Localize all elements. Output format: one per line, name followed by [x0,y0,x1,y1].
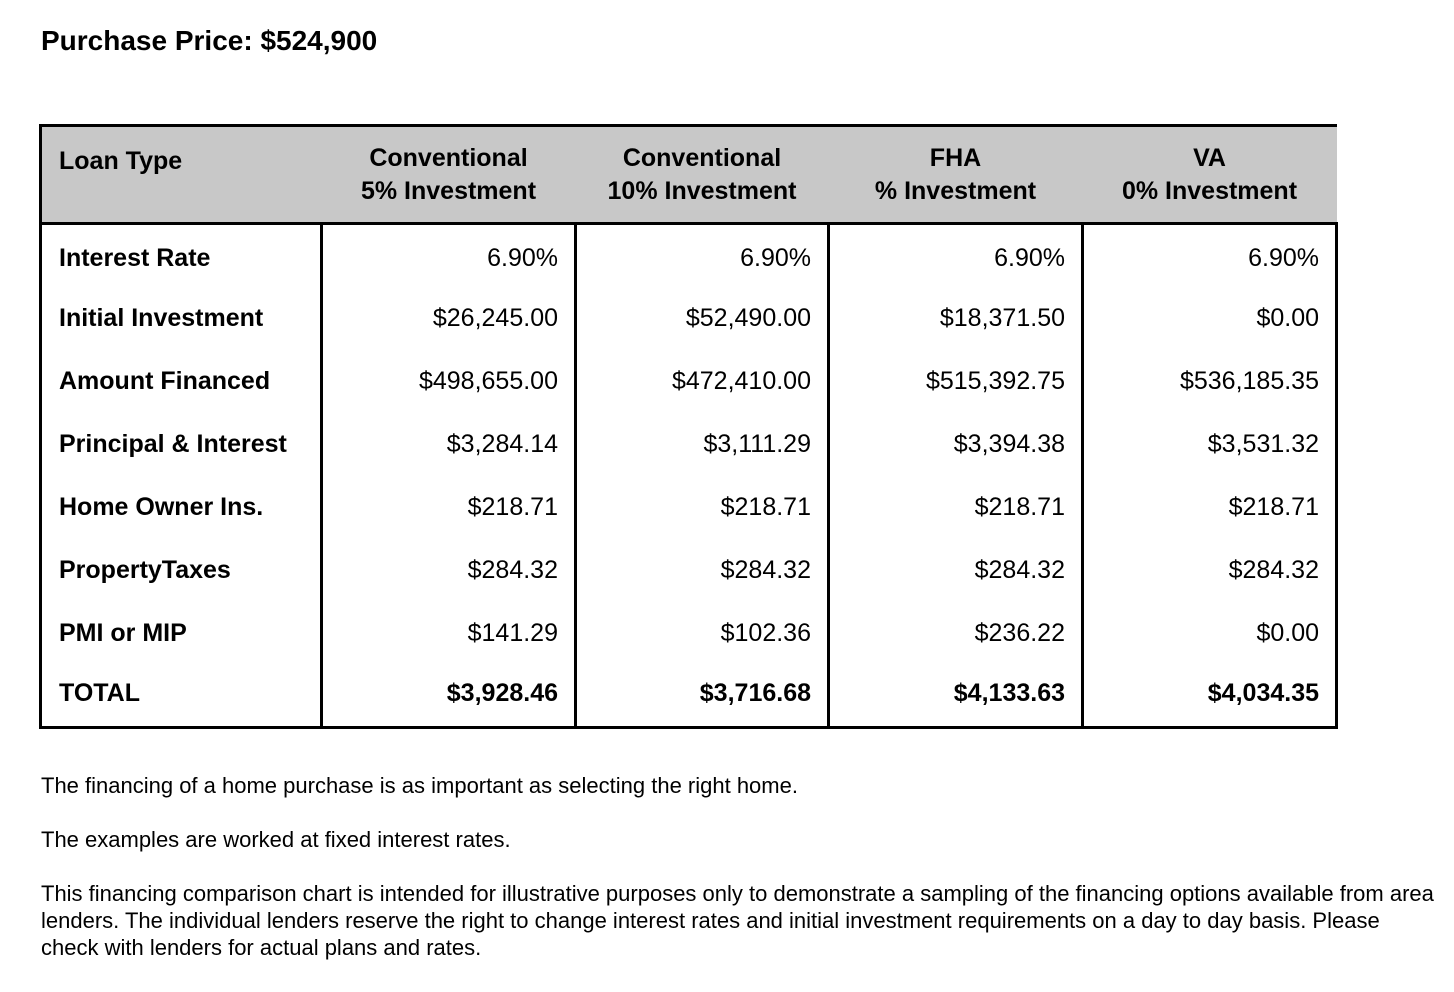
cell-value: $218.71 [829,476,1083,539]
row-pmi-mip [41,602,1337,665]
cell-value: $284.32 [576,539,829,602]
header-line: Conventional [369,143,528,172]
header-va [1083,126,1337,224]
header-line: 10% Investment [607,176,797,205]
row-label: Amount Financed [41,350,322,413]
cell-value: 6.90% [1083,224,1337,287]
row-home-owner-ins [41,476,1337,539]
cell-value: $0.00 [1083,287,1337,350]
cell-value: $536,185.35 [1083,350,1337,413]
header-loan-type: Loan Type [41,126,322,224]
cell-value: $3,111.29 [576,413,829,476]
table-body [41,224,1337,728]
row-property-taxes [41,539,1337,602]
row-principal-interest [41,413,1337,476]
row-label: Initial Investment [41,287,322,350]
row-amount-financed [41,350,1337,413]
header-conventional-10 [576,126,829,224]
header-row [41,126,1337,224]
cell-value: 6.90% [322,224,576,287]
disclaimer-notes [41,772,1436,988]
row-label: PMI or MIP [41,602,322,665]
note-paragraph: The examples are worked at fixed interest rates. [41,827,511,852]
row-total [41,665,1337,728]
cell-value: $3,284.14 [322,413,576,476]
cell-value: $515,392.75 [829,350,1083,413]
header-line: % Investment [874,176,1037,205]
cell-value: $284.32 [322,539,576,602]
cell-value: $498,655.00 [322,350,576,413]
cell-value: $284.32 [829,539,1083,602]
cell-value: $218.71 [1083,476,1337,539]
cell-total: $4,034.35 [1083,665,1337,728]
row-label: Interest Rate [41,224,322,287]
cell-value: $141.29 [322,602,576,665]
loan-comparison-table [39,124,1338,729]
cell-total: $4,133.63 [829,665,1083,728]
header-line: VA [1193,143,1226,172]
cell-total: $3,716.68 [576,665,829,728]
cell-value: 6.90% [829,224,1083,287]
header-fha [829,126,1083,224]
note-paragraph: The financing of a home purchase is as important as selecting the right home. [41,773,798,798]
page-title: Purchase Price: $524,900 [41,25,378,56]
cell-value: $3,394.38 [829,413,1083,476]
cell-value: $26,245.00 [322,287,576,350]
cell-value: $472,410.00 [576,350,829,413]
cell-value: 6.90% [576,224,829,287]
cell-value: $236.22 [829,602,1083,665]
header-line: 5% Investment [360,176,537,205]
row-label: Home Owner Ins. [41,476,322,539]
cell-value: $18,371.50 [829,287,1083,350]
table-header [41,126,1337,224]
header-line: Conventional [622,143,782,172]
row-label: Principal & Interest [41,413,322,476]
cell-value: $284.32 [1083,539,1337,602]
cell-value: $218.71 [576,476,829,539]
cell-value: $218.71 [322,476,576,539]
row-label: PropertyTaxes [41,539,322,602]
cell-total: $3,928.46 [322,665,576,728]
header-line: FHA [929,143,982,172]
cell-value: $52,490.00 [576,287,829,350]
row-interest-rate [41,224,1337,287]
header-line: 0% Investment [1121,176,1298,205]
cell-value: $3,531.32 [1083,413,1337,476]
row-initial-investment [41,287,1337,350]
note-paragraph: This financing comparison chart is intended for illustrative purposes only to demonstrate a sampling of the financing options available from area lenders. The individual lenders reserve the right to change interest rates and initial investment requirements on a day to day basis. Please check with lenders for actual plans and rates. [41,881,1434,960]
row-label: TOTAL [41,665,322,728]
cell-value: $102.36 [576,602,829,665]
header-conventional-5 [322,126,576,224]
cell-value: $0.00 [1083,602,1337,665]
